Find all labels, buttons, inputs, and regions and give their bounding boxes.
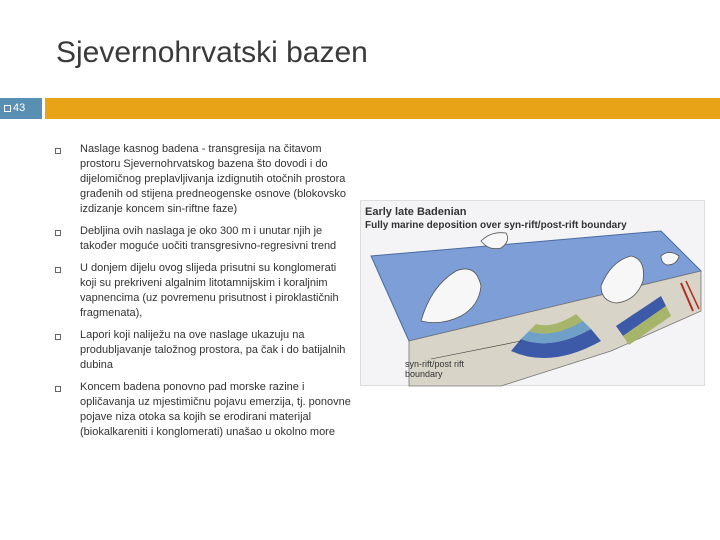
bullet-item	[55, 224, 355, 254]
figure-title: Early late Badenian	[365, 206, 467, 218]
slide-title: Sjevernohrvatski bazen	[56, 36, 368, 69]
boundary-label	[405, 359, 464, 379]
bullet-item	[55, 142, 355, 217]
bullet-square-icon	[55, 230, 61, 236]
bullet-text: Lapori koji naliježu na ove naslage ukazuju na produbljavanje taložnog prostora, pa čak i do batijalnih dubina	[80, 329, 346, 371]
bullet-text: Naslage kasnog badena - transgresija na čitavom prostoru Sjevernohrvatskog bazena što dovodi i do dijelomičnog preplavljivanja izdignutih otočnih prostora građenih od stijena predneogenske osnove (blokovsko izdizanje koncem sin-riftne faze)	[80, 143, 347, 215]
bullet-text: U donjem dijelu ovog slijeda prisutni su konglomerati koji su prekriveni algalnim litotamnijskim i koraljnim vapnencima (uz povremenu prisutnost i piroklastičnih fragmenata),	[80, 262, 339, 319]
geology-block-diagram	[360, 200, 705, 386]
bullet-square-icon	[55, 267, 61, 273]
slide-number-badge	[0, 98, 42, 119]
bullet-item	[55, 261, 355, 321]
boundary-label-line1: syn-rift/post rift	[405, 359, 465, 369]
bullet-text: Koncem badena ponovno pad morske razine i opličavanja uz mjestimičnu pojavu emerzija, tj. ponovne pojave niza otoka sa kojih se erodirani materijal (biokalkareniti i konglomerati) unašao u okolno more	[80, 381, 351, 438]
bullet-text: Debljina ovih naslaga je oko 300 m i unutar njih je također moguće uočiti transgresivno-regresivni trend	[80, 225, 337, 252]
boundary-label-line2: boundary	[405, 369, 443, 379]
slide-number: 43	[13, 102, 26, 114]
bullet-square-icon	[55, 148, 61, 154]
bullet-square-icon	[55, 386, 61, 392]
bullet-item	[55, 380, 355, 440]
bullet-item	[55, 328, 355, 373]
bullet-square-icon	[55, 334, 61, 340]
bullet-list	[55, 142, 355, 447]
slide-number-icon	[4, 105, 11, 112]
accent-bar	[45, 98, 720, 119]
figure-subtitle: Fully marine deposition over syn-rift/post-rift boundary	[365, 220, 627, 231]
